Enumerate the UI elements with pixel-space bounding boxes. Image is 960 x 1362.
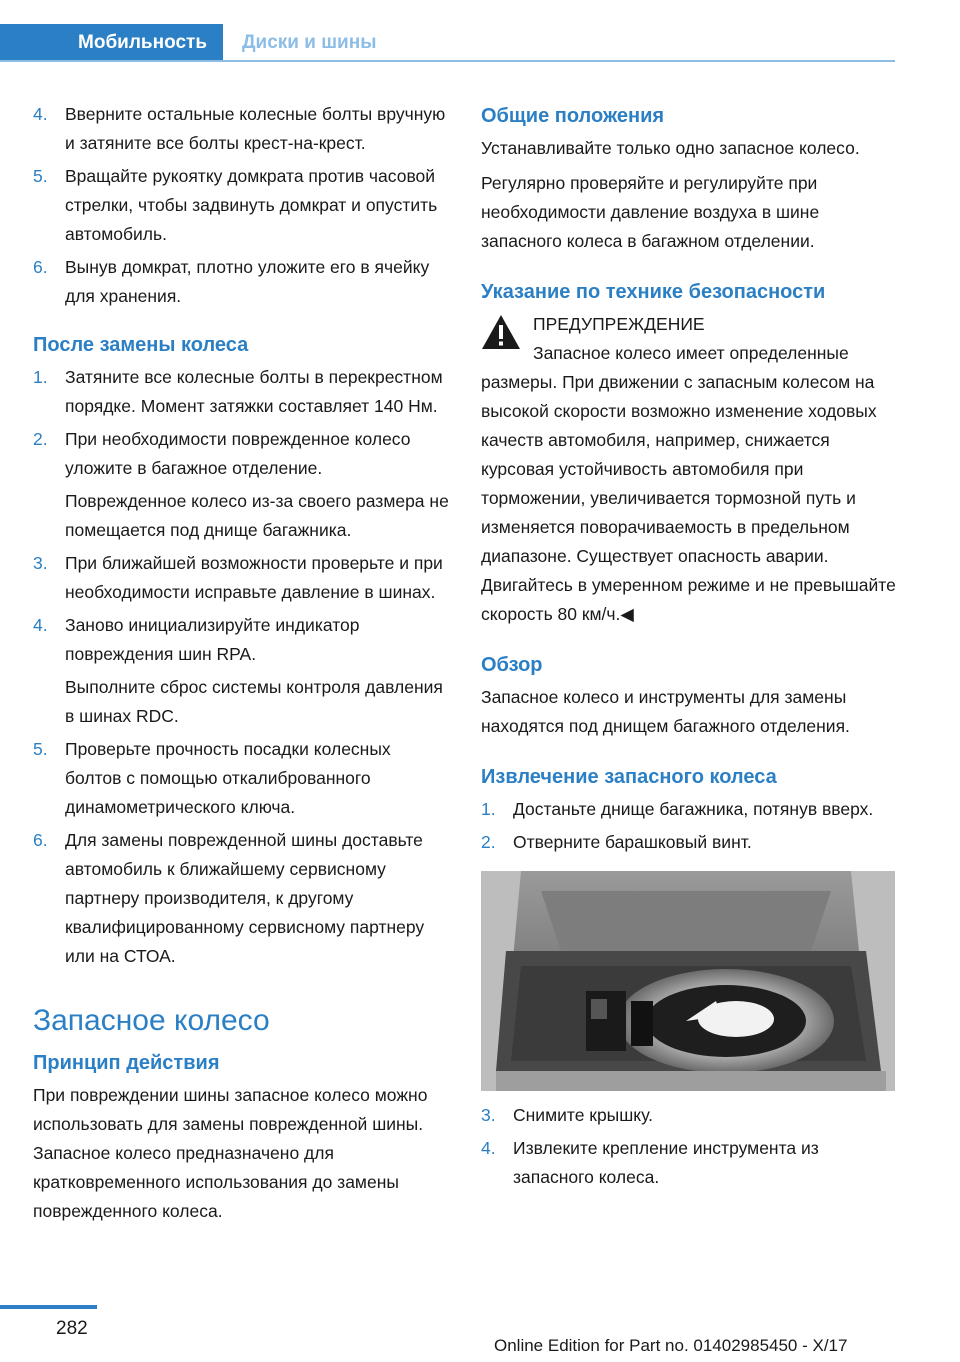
step-text: Извлеките крепление инструмента из запасного колеса. [513,1138,819,1187]
after-change-title: После замены колеса [33,334,249,356]
list-item [33,549,451,607]
list-item [33,425,451,483]
safety-title: Указание по технике безопасности [481,281,826,303]
list-item [481,1134,897,1192]
list-item [33,100,451,158]
tab-mobility[interactable]: Мобильность [0,24,223,61]
step-text: При необходимости поврежденное колесо уложите в багажное отделение. [65,429,411,478]
extract-title: Извлечение запасного колеса [481,766,777,788]
step-number: 6. [33,830,48,850]
step-text: Вращайте рукоятку домкрата против часовой стрелки, чтобы задвинуть домкрат и опустить автомобиль. [65,166,438,244]
warning-text: размеры. При движении с запасным колесом на высокой скорости возможно изменение ходовых качеств автомобиля, например, снижается курсовая устойчивость автомобиля при торможении, увеличивается тормозной путь и изменяется поворачиваемость в предельном диапазоне. Существует опасность аварии. Двигайтесь в умеренном режиме и не превышайте скорость 80 км/ч.◀ [481,372,896,624]
trunk-spare-wheel-photo [481,871,895,1091]
step-number: 2. [481,832,496,852]
step-number: 3. [481,1105,496,1125]
step-number: 4. [33,615,48,635]
warning-triangle-icon [481,314,521,350]
trunk-illustration [481,871,895,1091]
principle-text: При повреждении шины запасное колесо можно использовать для замены поврежденной шины. Запасное колесо предназначено для кратковременного использования до замены поврежденного колеса. [33,1085,428,1221]
spare-wheel-section-title: Запасное колесо [33,1004,270,1037]
step-number: 5. [33,166,48,186]
footer-accent-line [0,1305,97,1309]
step-text: Вверните остальные колесные болты вручную и затяните все болты крест-на-крест. [65,104,446,153]
step-number: 2. [33,429,48,449]
warning-label: ПРЕДУПРЕЖДЕНИЕ [533,314,705,334]
warning-text-first: Запасное колесо имеет определенные [533,343,849,363]
overview-text: Запасное колесо и инструменты для замены находятся под днищем багажного отделения. [481,687,850,736]
step-number: 5. [33,739,48,759]
left-column [33,100,451,1232]
step-text: Проверьте прочность посадки колесных болтов с помощью откалиброванного динамометрического ключа. [65,739,391,817]
step-text: При ближайшей возможности проверьте и при необходимости исправьте давление в шинах. [65,553,443,602]
tab-wheels-tires[interactable]: Диски и шины [242,31,377,53]
general-paragraph: Регулярно проверяйте и регулируйте при необходимости давление воздуха в шине запасного колеса в багажном отделении. [481,173,820,251]
list-item [481,828,897,857]
step-text: Снимите крышку. [513,1105,654,1125]
list-item [481,795,897,824]
page-number: 282 [56,1318,88,1339]
step-number: 1. [33,367,48,387]
list-item [33,826,451,971]
step-text: Заново инициализируйте индикатор повреждения шин RPA. [65,615,360,664]
header-divider [0,60,895,62]
list-item [33,735,451,822]
list-item [33,611,451,669]
edition-text: Online Edition for Part no. 01402985450 - X/17 [494,1336,848,1355]
step-note: Поврежденное колесо из-за своего размера не помещается под днище багажника. [65,491,449,540]
general-title: Общие положения [481,105,665,127]
overview-title: Обзор [481,654,543,676]
step-number: 3. [33,553,48,573]
list-item [33,253,451,311]
step-text: Отверните барашковый винт. [513,832,752,852]
step-number: 4. [481,1138,496,1158]
list-item [33,363,451,421]
step-number: 6. [33,257,48,277]
step-text: Для замены поврежденной шины доставьте автомобиль к ближайшему сервисному партнеру производителя, к другому квалифицированному сервисному партнеру или на СТОА. [65,830,425,966]
step-text: Вынув домкрат, плотно уложите его в ячейку для хранения. [65,257,430,306]
step-number: 4. [33,104,48,124]
list-item [481,1101,897,1130]
general-paragraph: Устанавливайте только одно запасное колесо. [481,138,860,158]
right-column [481,100,897,1196]
step-text: Затяните все колесные болты в перекрестном порядке. Момент затяжки составляет 140 Нм. [65,367,443,416]
header-tabs [0,0,895,62]
step-note: Выполните сброс системы контроля давления в шинах RDC. [65,677,443,726]
step-number: 1. [481,799,496,819]
principle-title: Принцип действия [33,1052,220,1074]
step-text: Достаньте днище багажника, потянув вверх. [513,799,874,819]
warning-block [481,310,897,629]
list-item [33,162,451,249]
